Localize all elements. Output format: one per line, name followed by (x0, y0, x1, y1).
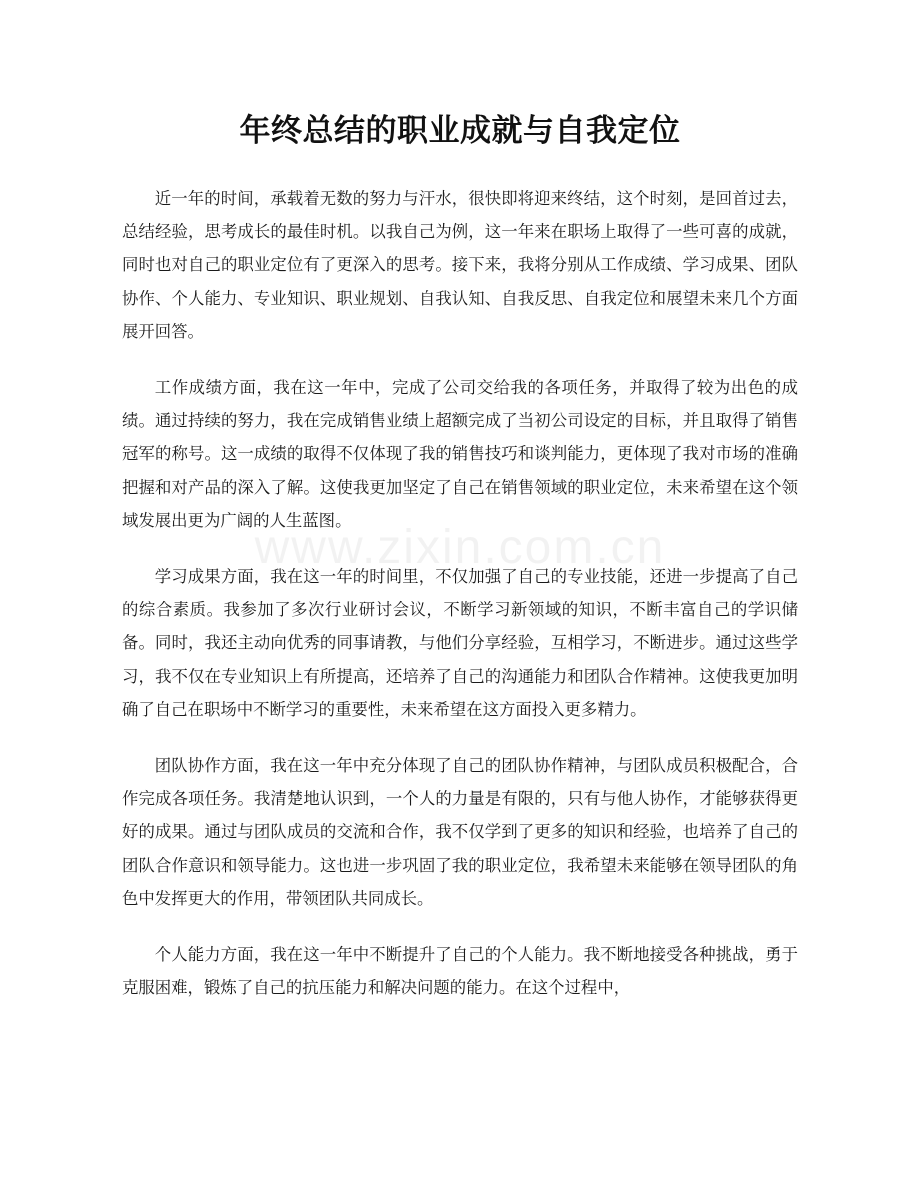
paragraph-personal-ability: 个人能力方面，我在这一年中不断提升了自己的个人能力。我不断地接受各种挑战，勇于克服困难，锻炼了自己的抗压能力和解决问题的能力。在这个过程中， (122, 945, 798, 998)
page-title: 年终总结的职业成就与自我定位 (239, 113, 681, 149)
paragraph-learning: 学习成果方面，我在这一年的时间里，不仅加强了自己的专业技能，还进一步提高了自己的综合素质。我参加了多次行业研讨会议，不断学习新领域的知识，不断丰富自己的学识储备。同时，我还主动向优秀的同事请教，与他们分享经验，互相学习，不断进步。通过这些学习，我不仅在专业知识上有所提高，还培养了自己的沟通能力和团队合作精神。这使我更加明确了自己在职场中不断学习的重要性，未来希望在这方面投入更多精力。 (122, 567, 798, 719)
paragraph-intro: 近一年的时间，承载着无数的努力与汗水，很快即将迎来终结，这个时刻，是回首过去，总结经验，思考成长的最佳时机。以我自己为例，这一年来在职场上取得了一些可喜的成就，同时也对自己的职业定位有了更深入的思考。接下来，我将分别从工作成绩、学习成果、团队协作、个人能力、专业知识、职业规划、自我认知、自我反思、自我定位和展望未来几个方面展开回答。 (122, 189, 798, 341)
paragraph-work-results: 工作成绩方面，我在这一年中，完成了公司交给我的各项任务，并取得了较为出色的成绩。通过持续的努力，我在完成销售业绩上超额完成了当初公司设定的目标，并且取得了销售冠军的称号。这一成绩的取得不仅体现了我的销售技巧和谈判能力，更体现了我对市场的准确把握和对产品的深入了解。这使我更加坚定了自己在销售领域的职业定位，未来希望在这个领域发展出更为广阔的人生蓝图。 (122, 378, 798, 530)
paragraph-teamwork: 团队协作方面，我在这一年中充分体现了自己的团队协作精神，与团队成员积极配合，合作完成各项任务。我清楚地认识到，一个人的力量是有限的，只有与他人协作，才能够获得更好的成果。通过与团队成员的交流和合作，我不仅学到了更多的知识和经验，也培养了自己的团队合作意识和领导能力。这也进一步巩固了我的职业定位，我希望未来能够在领导团队的角色中发挥更大的作用，带领团队共同成长。 (122, 756, 798, 908)
document-body (122, 182, 798, 1027)
watermark: www.zixin.com.cn (254, 521, 666, 574)
